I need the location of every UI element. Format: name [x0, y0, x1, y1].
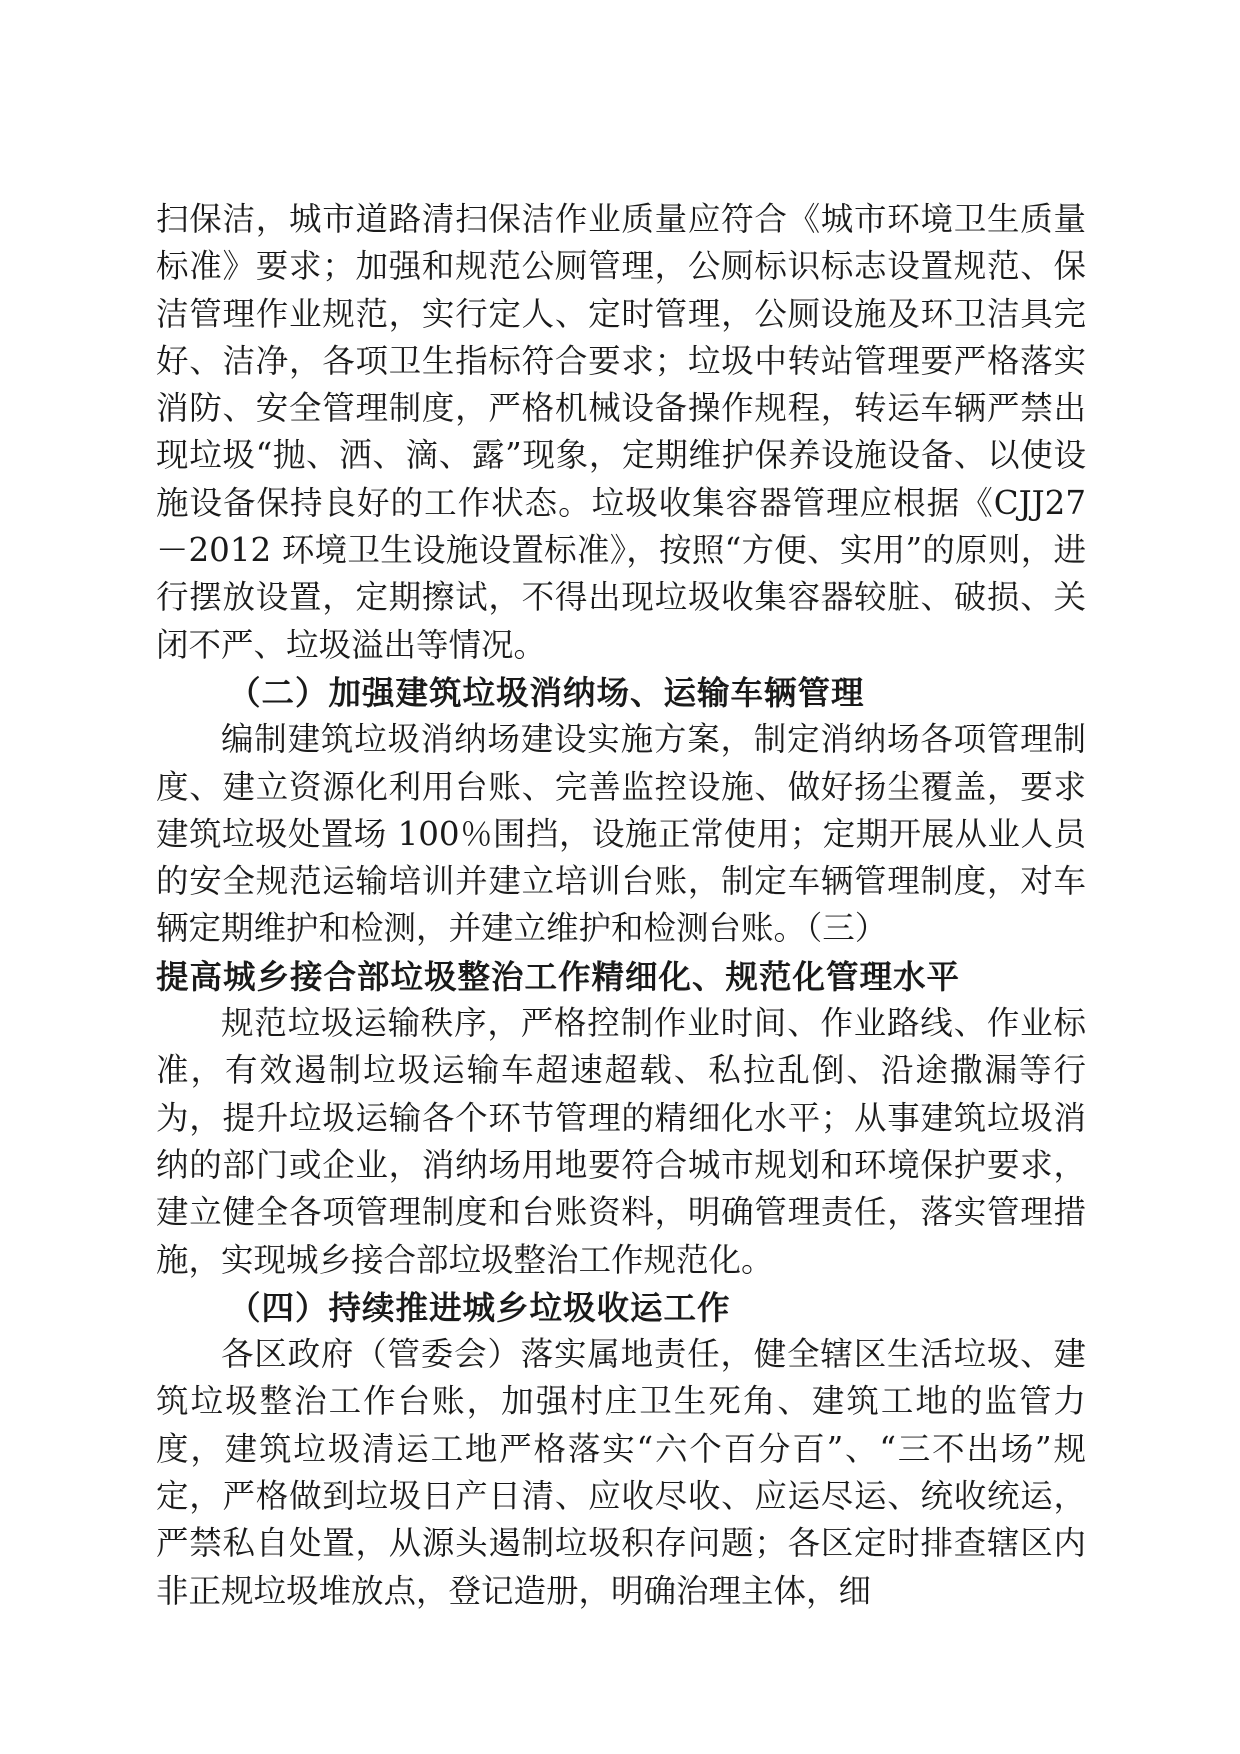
- paragraph-district-responsibility: 各区政府（管委会）落实属地责任，健全辖区生活垃圾、建筑垃圾整治工作台账，加强村庄卫生死角、建筑工地的监管力度，建筑垃圾清运工地严格落实“六个百分百”、“三不出场”规定，严格做到垃圾日产日清、应收尽收、应运尽运、统收统运，严禁私自处置，从源头遏制垃圾积存问题；各区定时排查辖区内非正规垃圾堆放点，登记造册，明确治理主体，细: [156, 1335, 1086, 1610]
- document-body: [156, 196, 1086, 1615]
- paragraph-city-sanitation: 扫保洁，城市道路清扫保洁作业质量应符合《城市环境卫生质量标准》要求；加强和规范公厕管理，公厕标识标志设置规范、保洁管理作业规范，实行定人、定时管理，公厕设施及环卫洁具完好、洁净，各项卫生指标符合要求；垃圾中转站管理要严格落实消防、安全管理制度，严格机械设备操作规程，转运车辆严禁出现垃圾“抛、洒、滴、露”现象，定期维护保养设施设备、以使设施设备保持良好的工作状态。垃圾收集容器管理应根据《CJJ27－2012 环境卫生设施设置标准》，按照“方便、实用”的原则，进行摆放设置，定期擦试，不得出现垃圾收集容器较脏、破损、关闭不严、垃圾溢出等情况。: [156, 200, 1086, 664]
- paragraph-construction-waste: 编制建筑垃圾消纳场建设实施方案，制定消纳场各项管理制度、建立资源化利用台账、完善监控设施、做好扬尘覆盖，要求建筑垃圾处置场 100％围挡，设施正常使用；定期开展从业人员的安全规范运输培训并建立培训台账，制定车辆管理制度，对车辆定期维护和检测，并建立维护和检测台账。（三）: [156, 720, 1086, 948]
- section-heading-2: （二）加强建筑垃圾消纳场、运输车辆管理: [228, 672, 865, 712]
- section-heading-3: 提高城乡接合部垃圾整治工作精细化、规范化管理水平: [156, 956, 961, 996]
- paragraph-transport-order: 规范垃圾运输秩序，严格控制作业时间、作业路线、作业标准，有效遏制垃圾运输车超速超载、私拉乱倒、沿途撒漏等行为，提升垃圾运输各个环节管理的精细化水平；从事建筑垃圾消纳的部门或企业，消纳场用地要符合城市规划和环境保护要求，建立健全各项管理制度和台账资料，明确管理责任，落实管理措施，实现城乡接合部垃圾整治工作规范化。: [156, 1004, 1086, 1279]
- section-heading-4: （四）持续推进城乡垃圾收运工作: [228, 1287, 731, 1327]
